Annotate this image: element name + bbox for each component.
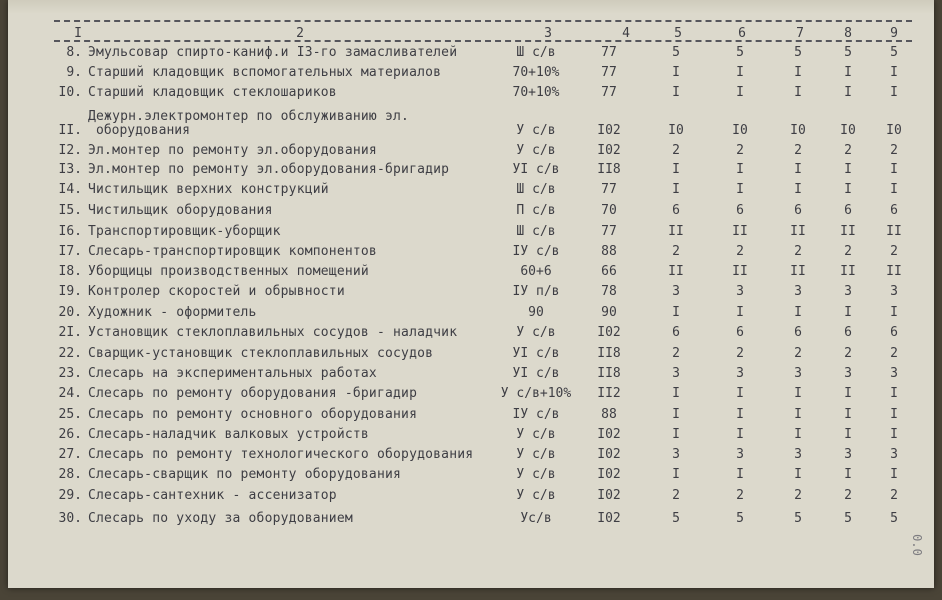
count-col8: 6: [844, 325, 852, 340]
table-row: [8, 144, 934, 164]
count-col8: II: [840, 264, 856, 279]
count-col6: 3: [736, 284, 744, 299]
count-col7: I: [794, 386, 802, 401]
count-col7: 2: [794, 346, 802, 361]
table-row: [8, 66, 934, 86]
job-title: Слесарь на экспериментальных работах: [88, 366, 377, 381]
count-col9: I: [890, 467, 898, 482]
count-col8: 2: [844, 244, 852, 259]
grade-category: IУ с/в: [512, 407, 560, 422]
tariff-rate: 77: [601, 224, 617, 239]
count-col7: 3: [794, 447, 802, 462]
count-col8: I: [844, 182, 852, 197]
row-number: II.: [58, 123, 82, 138]
count-col8: 3: [844, 284, 852, 299]
row-number: I0.: [58, 85, 82, 100]
count-col7: I: [794, 182, 802, 197]
row-number: I6.: [58, 224, 82, 239]
table-row: [8, 489, 934, 509]
count-col9: 2: [890, 143, 898, 158]
job-title: Дежурн.электромонтер по обслуживанию эл.: [88, 109, 410, 124]
job-title: Слесарь по ремонту оборудования -бригадир: [88, 386, 418, 401]
count-col9: I: [890, 65, 898, 80]
job-title: Слесарь-сварщик по ремонту оборудования: [88, 467, 402, 482]
count-col6: I: [736, 427, 744, 442]
tariff-rate: II8: [597, 366, 621, 381]
count-col5: 2: [672, 488, 680, 503]
count-col7: II: [790, 224, 806, 239]
table-row: [8, 109, 934, 138]
count-col5: I: [672, 467, 680, 482]
count-col7: I: [794, 427, 802, 442]
count-col9: I: [890, 85, 898, 100]
grade-category: Ус/в: [520, 511, 552, 526]
job-title: Уборщицы производственных помещений: [88, 264, 369, 279]
row-number: I5.: [58, 203, 82, 218]
count-col5: 5: [672, 511, 680, 526]
count-col9: I: [890, 182, 898, 197]
count-col5: 6: [672, 325, 680, 340]
tariff-rate: I02: [597, 447, 621, 462]
table-row: [8, 428, 934, 448]
table-row: [8, 225, 934, 245]
count-col7: 5: [794, 511, 802, 526]
count-col9: 5: [890, 511, 898, 526]
row-number: I9.: [58, 284, 82, 299]
count-col8: I: [844, 407, 852, 422]
table-row: [8, 285, 934, 305]
row-number: 30.: [58, 511, 82, 526]
count-col7: 2: [794, 244, 802, 259]
count-col9: I: [890, 162, 898, 177]
count-col8: 2: [844, 488, 852, 503]
table-row: [8, 347, 934, 367]
table-row: [8, 265, 934, 285]
page-top-edge: [8, 0, 934, 14]
count-col8: 5: [844, 45, 852, 60]
count-col8: I: [844, 85, 852, 100]
grade-category: IУ п/в: [512, 284, 560, 299]
grade-category: 60+6: [520, 264, 552, 279]
column-header-4: 4: [622, 26, 630, 41]
tariff-rate: I02: [597, 143, 621, 158]
count-col9: 2: [890, 488, 898, 503]
row-number: 25.: [58, 407, 82, 422]
row-number: 8.: [66, 45, 82, 60]
count-col6: 2: [736, 346, 744, 361]
job-title: Эл.монтер по ремонту эл.оборудования: [88, 143, 377, 158]
grade-category: Ш с/в: [516, 224, 556, 239]
document-page: [8, 0, 934, 588]
count-col5: 3: [672, 284, 680, 299]
count-col8: 5: [844, 511, 852, 526]
grade-category: Ш с/в: [516, 45, 556, 60]
grade-category: У с/в+10%: [500, 386, 572, 401]
grade-category: У с/в: [516, 325, 556, 340]
tariff-rate: 77: [601, 45, 617, 60]
column-header-7: 7: [796, 26, 804, 41]
count-col7: I: [794, 305, 802, 320]
count-col6: I0: [732, 123, 748, 138]
column-header-2: 2: [296, 26, 304, 41]
grade-category: 90: [528, 305, 544, 320]
count-col9: 6: [890, 203, 898, 218]
job-title: Слесарь-наладчик валковых устройств: [88, 427, 369, 442]
table-row: [8, 512, 934, 532]
count-col5: II: [668, 224, 684, 239]
job-title: Чистильщик верхних конструкций: [88, 182, 329, 197]
job-title: Слесарь по ремонту технологического оборудования: [88, 447, 474, 462]
count-col8: I: [844, 386, 852, 401]
count-col6: I: [736, 85, 744, 100]
count-col6: I: [736, 182, 744, 197]
count-col8: I: [844, 305, 852, 320]
table-row: [8, 204, 934, 224]
count-col5: 5: [672, 45, 680, 60]
count-col6: I: [736, 162, 744, 177]
table-row: [8, 46, 934, 66]
count-col5: 3: [672, 366, 680, 381]
count-col7: I: [794, 467, 802, 482]
count-col9: 2: [890, 346, 898, 361]
tariff-rate: II8: [597, 346, 621, 361]
count-col5: I: [672, 427, 680, 442]
count-col9: I: [890, 407, 898, 422]
count-col9: 3: [890, 366, 898, 381]
count-col8: 6: [844, 203, 852, 218]
row-number: 24.: [58, 386, 82, 401]
count-col8: I: [844, 427, 852, 442]
count-col5: I: [672, 182, 680, 197]
count-col7: I0: [790, 123, 806, 138]
job-title: Чистильщик оборудования: [88, 203, 273, 218]
count-col9: I: [890, 305, 898, 320]
tariff-rate: II2: [597, 386, 621, 401]
count-col7: 2: [794, 143, 802, 158]
tariff-rate: II8: [597, 162, 621, 177]
count-col5: 2: [672, 244, 680, 259]
tariff-rate: 88: [601, 244, 617, 259]
job-title-continued: оборудования: [96, 123, 190, 138]
job-title: Старший кладовщик вспомогательных материалов: [88, 65, 442, 80]
row-number: 28.: [58, 467, 82, 482]
count-col5: I: [672, 65, 680, 80]
grade-category: У с/в: [516, 467, 556, 482]
count-col6: I: [736, 305, 744, 320]
count-col9: I0: [886, 123, 902, 138]
count-col6: II: [732, 264, 748, 279]
count-col5: I: [672, 85, 680, 100]
grade-category: УI с/в: [512, 162, 560, 177]
count-col5: I: [672, 305, 680, 320]
count-col8: 2: [844, 346, 852, 361]
table-row: [8, 86, 934, 106]
column-header-3: 3: [544, 26, 552, 41]
count-col7: I: [794, 65, 802, 80]
count-col7: II: [790, 264, 806, 279]
row-number: 27.: [58, 447, 82, 462]
tariff-rate: 66: [601, 264, 617, 279]
row-number: I8.: [58, 264, 82, 279]
tariff-rate: 77: [601, 85, 617, 100]
count-col6: 2: [736, 143, 744, 158]
column-header-9: 9: [890, 26, 898, 41]
tariff-rate: 88: [601, 407, 617, 422]
count-col7: 5: [794, 45, 802, 60]
count-col7: 2: [794, 488, 802, 503]
job-title: Слесарь по уходу за оборудованием: [88, 511, 353, 526]
count-col5: 2: [672, 346, 680, 361]
column-header-8: 8: [844, 26, 852, 41]
tariff-rate: I02: [597, 511, 621, 526]
count-col6: 2: [736, 488, 744, 503]
count-col8: 2: [844, 143, 852, 158]
count-col7: 6: [794, 203, 802, 218]
row-number: 22.: [58, 346, 82, 361]
count-col8: I: [844, 467, 852, 482]
job-title: Сварщик-установщик стеклоплавильных сосудов: [88, 346, 434, 361]
row-number: 9.: [66, 65, 82, 80]
count-col6: 5: [736, 511, 744, 526]
count-col6: I: [736, 407, 744, 422]
job-title: Эл.монтер по ремонту эл.оборудования-бригадир: [88, 162, 450, 177]
count-col9: 6: [890, 325, 898, 340]
count-col5: 6: [672, 203, 680, 218]
job-title: Установщик стеклоплавильных сосудов - наладчик: [88, 325, 458, 340]
grade-category: У с/в: [516, 143, 556, 158]
count-col5: I: [672, 162, 680, 177]
tariff-rate: I02: [597, 427, 621, 442]
grade-category: У с/в: [516, 447, 556, 462]
count-col7: I: [794, 85, 802, 100]
row-number: 29.: [58, 488, 82, 503]
count-col7: 3: [794, 366, 802, 381]
row-number: 26.: [58, 427, 82, 442]
row-number: I3.: [58, 162, 82, 177]
tariff-rate: I02: [597, 467, 621, 482]
job-title: Слесарь по ремонту основного оборудования: [88, 407, 418, 422]
grade-category: УI с/в: [512, 366, 560, 381]
column-header-5: 5: [674, 26, 682, 41]
row-number: I2.: [58, 143, 82, 158]
count-col6: 5: [736, 45, 744, 60]
job-title: Транспортировщик-уборщик: [88, 224, 281, 239]
table-row: [8, 367, 934, 387]
header-rule-bottom: [54, 40, 912, 42]
count-col9: 3: [890, 284, 898, 299]
job-title: Слесарь-транспортировщик компонентов: [88, 244, 377, 259]
count-col5: 3: [672, 447, 680, 462]
table-row: [8, 408, 934, 428]
count-col6: 3: [736, 447, 744, 462]
table-row: [8, 245, 934, 265]
count-col5: II: [668, 264, 684, 279]
grade-category: У с/в: [516, 488, 556, 503]
job-title: Слесарь-сантехник - ассенизатор: [88, 488, 337, 503]
count-col7: 6: [794, 325, 802, 340]
tariff-rate: 90: [601, 305, 617, 320]
count-col6: II: [732, 224, 748, 239]
count-col9: 5: [890, 45, 898, 60]
count-col6: 6: [736, 325, 744, 340]
count-col5: 2: [672, 143, 680, 158]
grade-category: У с/в: [516, 123, 556, 138]
count-col9: I: [890, 427, 898, 442]
grade-category: 70+10%: [512, 85, 560, 100]
tariff-rate: 77: [601, 182, 617, 197]
grade-category: 70+10%: [512, 65, 560, 80]
table-row: [8, 326, 934, 346]
grade-category: IУ с/в: [512, 244, 560, 259]
table-row: [8, 306, 934, 326]
grade-category: Ш с/в: [516, 182, 556, 197]
tariff-rate: 70: [601, 203, 617, 218]
count-col7: I: [794, 162, 802, 177]
count-col6: I: [736, 386, 744, 401]
count-col8: 3: [844, 447, 852, 462]
job-title: Эмульсовар спирто-каниф.и I3-го замасливателей: [88, 45, 458, 60]
table-row: [8, 468, 934, 488]
count-col7: I: [794, 407, 802, 422]
count-col5: I0: [668, 123, 684, 138]
count-col5: I: [672, 407, 680, 422]
count-col7: 3: [794, 284, 802, 299]
column-header-1: I: [74, 26, 82, 41]
count-col6: 6: [736, 203, 744, 218]
table-row: [8, 448, 934, 468]
count-col5: I: [672, 386, 680, 401]
tariff-rate: I02: [597, 488, 621, 503]
count-col8: II: [840, 224, 856, 239]
row-number: I4.: [58, 182, 82, 197]
tariff-rate: I02: [597, 325, 621, 340]
table-row: [8, 183, 934, 203]
count-col6: 3: [736, 366, 744, 381]
column-header-6: 6: [738, 26, 746, 41]
count-col6: I: [736, 65, 744, 80]
row-number: 2I.: [58, 325, 82, 340]
grade-category: У с/в: [516, 427, 556, 442]
row-number: 23.: [58, 366, 82, 381]
count-col9: 3: [890, 447, 898, 462]
count-col9: 2: [890, 244, 898, 259]
job-title: Художник - оформитель: [88, 305, 257, 320]
job-title: Старший кладовщик стеклошариков: [88, 85, 337, 100]
count-col9: II: [886, 264, 902, 279]
count-col6: 2: [736, 244, 744, 259]
header-rule-top: [54, 20, 912, 22]
margin-note: 0.0: [909, 534, 924, 556]
count-col8: I0: [840, 123, 856, 138]
row-number: 20.: [58, 305, 82, 320]
table-row: [8, 163, 934, 183]
grade-category: УI с/в: [512, 346, 560, 361]
count-col9: II: [886, 224, 902, 239]
row-number: I7.: [58, 244, 82, 259]
count-col8: I: [844, 162, 852, 177]
tariff-rate: 77: [601, 65, 617, 80]
grade-category: П с/в: [516, 203, 556, 218]
count-col6: I: [736, 467, 744, 482]
tariff-rate: 78: [601, 284, 617, 299]
count-col8: 3: [844, 366, 852, 381]
tariff-rate: I02: [597, 123, 621, 138]
table-row: [8, 387, 934, 407]
job-title: Контролер скоростей и обрывности: [88, 284, 345, 299]
count-col8: I: [844, 65, 852, 80]
count-col9: I: [890, 386, 898, 401]
